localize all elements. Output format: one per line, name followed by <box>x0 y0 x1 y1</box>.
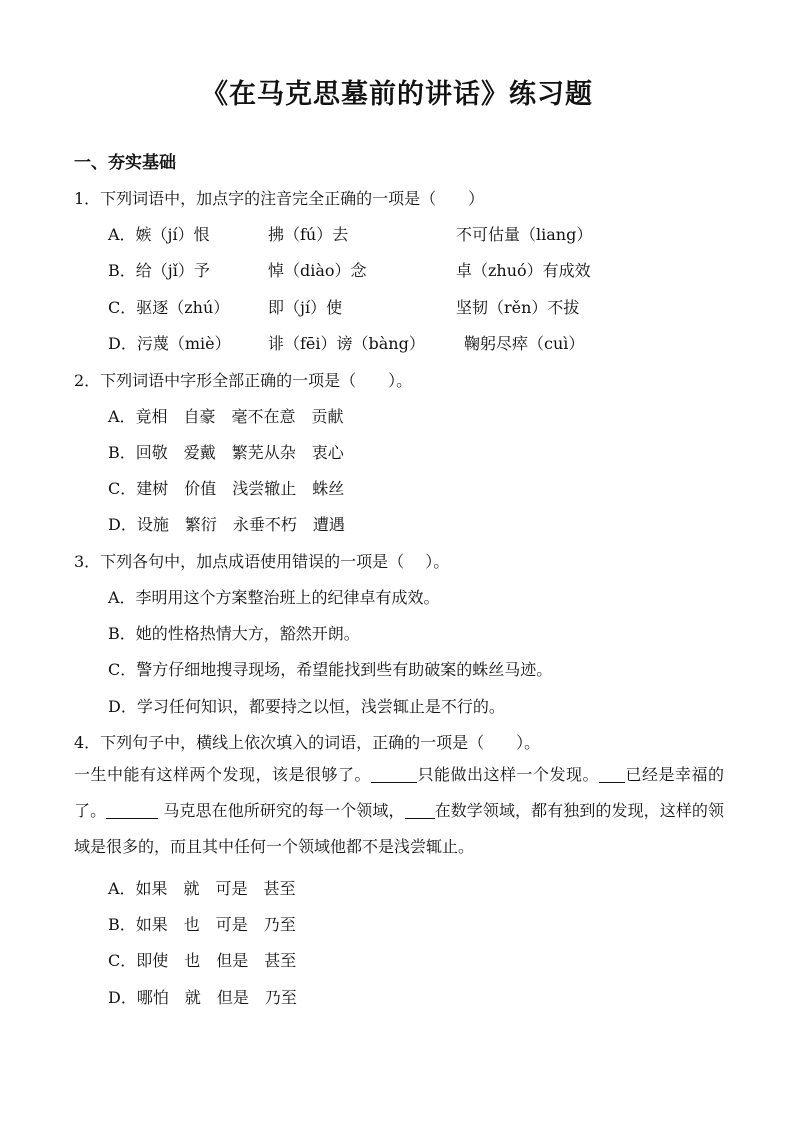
q4-option-d: D．哪怕 就 但是 乃至 <box>108 988 297 1007</box>
q4-option-b: B．如果 也 可是 乃至 <box>108 915 296 934</box>
q3-option-b: B．她的性格热情大方，豁然开朗。 <box>108 624 360 643</box>
question-2-stem: 2．下列词语中字形全部正确的一项是（ ）。 <box>74 371 413 390</box>
question-1-stem: 1．下列词语中，加点字的注音完全正确的一项是（ ） <box>74 189 485 208</box>
passage-text: 一生中能有这样两个发现，该是很够了。 <box>74 765 371 784</box>
passage-text: 已经是幸福的了。 <box>74 765 724 820</box>
q4-passage <box>74 757 724 865</box>
q1-option-c-col3: 坚韧（rěn）不拔 <box>456 298 580 317</box>
passage-text: 马克思在他所研究的每一个领域， <box>158 801 405 820</box>
fill-blank-4 <box>405 800 435 819</box>
q1-option-d-col3: 鞠躬尽瘁（cuì） <box>464 334 585 353</box>
q1-option-a-col3: 不可估量（liang） <box>456 225 593 244</box>
passage-text: 在数学领域，都有独到的发现，这样的领域是很多的，而且其中任何一个领域他都不是浅尝辄止。 <box>74 801 724 856</box>
q2-option-b: B．回敬 爱戴 繁芜从杂 衷心 <box>108 443 344 462</box>
question-4-stem: 4．下列句子中，横线上依次填入的词语，正确的一项是（ ）。 <box>74 733 541 752</box>
q4-option-c: C．即使 也 但是 甚至 <box>108 951 297 970</box>
q1-option-a-col1: A．嫉（jí）恨 <box>108 225 210 244</box>
question-3-stem: 3．下列各句中，加点成语使用错误的一项是（ ）。 <box>74 552 450 571</box>
q1-option-b-col2: 悼（diào）念 <box>268 261 367 280</box>
page-title: 《在马克思墓前的讲话》练习题 <box>201 79 593 110</box>
fill-blank-1 <box>371 764 417 783</box>
q2-option-a: A．竟相 自豪 毫不在意 贡献 <box>108 407 344 426</box>
q2-option-c: C．建树 价值 浅尝辙止 蛛丝 <box>108 479 345 498</box>
q3-option-d: D．学习任何知识，都要持之以恒，浅尝辄止是不行的。 <box>108 697 505 716</box>
q3-option-a: A．李明用这个方案整治班上的纪律卓有成效。 <box>108 588 440 607</box>
passage-text: 只能做出这样一个发现。 <box>416 765 599 784</box>
q1-option-c-col2: 即（jí）使 <box>268 298 343 317</box>
q1-option-d-col2: 诽（fēi）谤（bàng） <box>268 334 425 353</box>
q4-option-a: A．如果 就 可是 甚至 <box>108 879 296 898</box>
section-heading: 一、夯实基础 <box>74 153 176 173</box>
q2-option-d: D．设施 繁衍 永垂不朽 遭遇 <box>108 515 345 534</box>
fill-blank-3 <box>106 800 158 819</box>
q1-option-a-col2: 拂（fú）去 <box>268 225 349 244</box>
q1-option-b-col1: B．给（jǐ）予 <box>108 261 210 280</box>
q1-option-d-col1: D．污蔑（miè） <box>108 334 231 353</box>
fill-blank-2 <box>599 764 625 783</box>
q1-option-b-col3: 卓（zhuó）有成效 <box>456 261 591 280</box>
q3-option-c: C．警方仔细地搜寻现场，希望能找到些有助破案的蛛丝马迹。 <box>108 660 553 679</box>
q1-option-c-col1: C．驱逐（zhú） <box>108 298 230 317</box>
